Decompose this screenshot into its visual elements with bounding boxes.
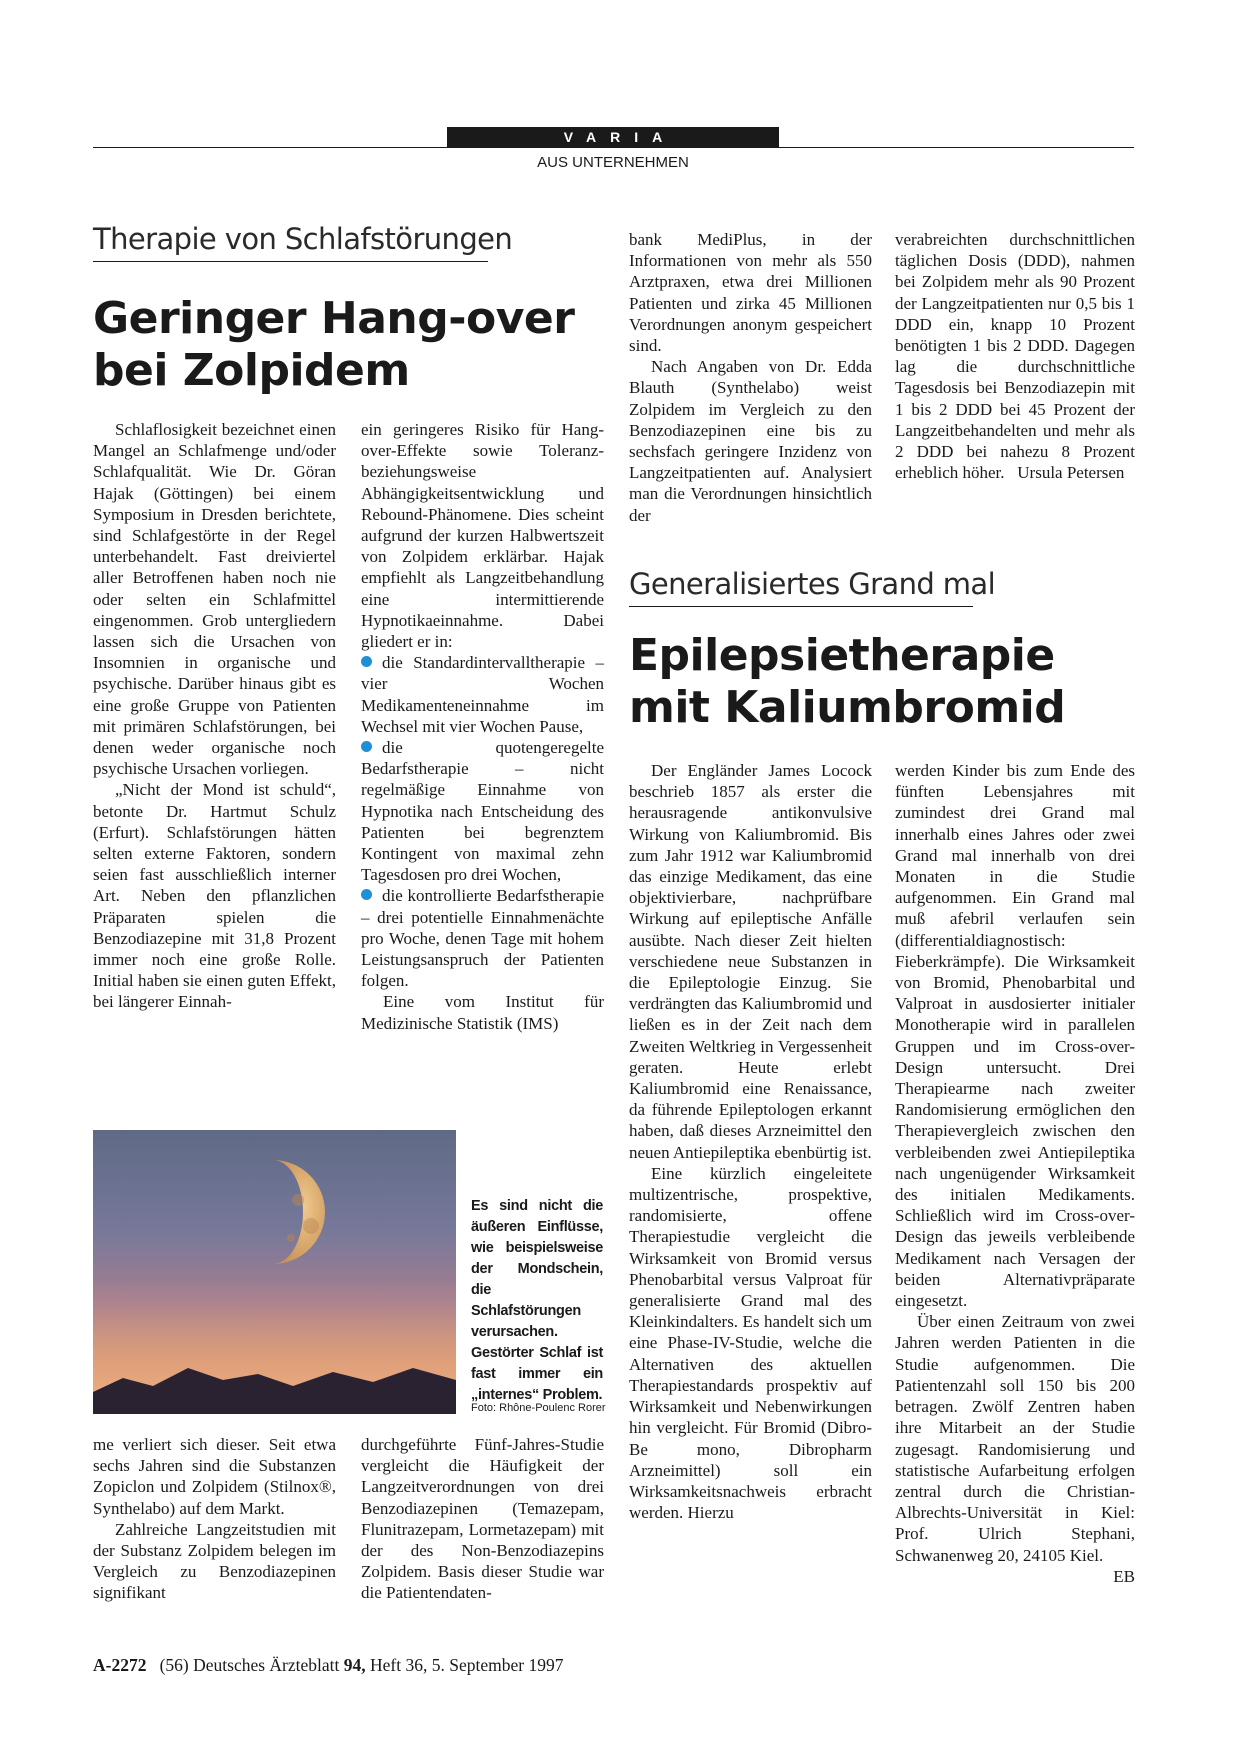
paragraph: ein geringeres Risiko für Hang-over-Effekte sowie Toleranz- beziehungsweise Abhängigkeitsentwicklung und Rebound-Phänomene. Dies scheint aufgrund der kurzen Halbwertszeit von Zolpidem erklärbar. Hajak empfiehlt als Langzeitbehandlung eine intermittierende Hypnotikaeinnahme. Dabei gliedert er in:: [361, 420, 604, 652]
journal-volume: 94,: [343, 1655, 366, 1675]
article1-col1: [93, 419, 336, 1013]
paragraph: Eine vom Institut für Medizinische Statistik (IMS): [361, 992, 604, 1033]
article2-kicker-wrap: [629, 567, 996, 607]
article1-author: Ursula Petersen: [1017, 463, 1125, 483]
paragraph: Nach Angaben von Dr. Edda Blauth (Synthelabo) weist Zolpidem im Vergleich zu den Benzodiazepinen eine bis zu sechsfach geringere Inzidenz von Langzeitpatienten auf. Analysiert man die Verordnungen hinsichtlich der: [629, 357, 872, 525]
paragraph: me verliert sich dieser. Seit etwa sechs Jahren sind die Substanzen Zopiclon und Zolpidem (Stilnox®, Synthelabo) auf dem Markt.: [93, 1435, 336, 1518]
paragraph: Über einen Zeitraum von zwei Jahren werden Patienten in die Studie aufgenommen. Die Patientenzahl soll 150 bis 200 betragen. Zwölf Zentren haben ihre Mitarbeit an der Studie zugesagt. Randomisierung und statistische Aufarbeitung erfolgen zentral durch die Christian-Albrechts-Universität in Kiel: Prof. Ulrich Stephani, Schwanenweg 20, 24105 Kiel. EB: [895, 1312, 1135, 1586]
page-code: A-2272: [93, 1655, 147, 1675]
paragraph: durchgeführte Fünf-Jahres-Studie vergleicht die Häufigkeit der Langzeitverordnungen von drei Benzodiazepinen (Temazepam, Flunitrazepam, Lormetazepam) mit der des Non-Benzodiazepins Zolpidem. Basis dieser Studie war die Patientendaten-: [361, 1435, 604, 1603]
article2-col4: [895, 760, 1135, 1587]
journal-name: Deutsches Ärzteblatt: [193, 1655, 340, 1675]
article2-col3: [629, 760, 872, 1523]
photo-credit: Foto: Rhône-Poulenc Rorer: [471, 1402, 606, 1414]
moon-icon: [93, 1130, 456, 1414]
paragraph: Der Engländer James Locock beschrieb 1857 als erster die herausragende antikonvulsive Wirkung von Kaliumbromid. Bis zum Jahr 1912 war Kaliumbromid das einzige Medikament, das eine objektivierbare, nachprüfbare Wirkung auf epileptische Anfälle ausübte. Nach dieser Zeit hielten verschiedene neue Substanzen in die Epileptologie Einzug. Sie verdrängten das Kaliumbromid und ließen es in der Zeit nach dem Zweiten Weltkrieg in Vergessenheit geraten. Heute erlebt Kaliumbromid eine Renaissance, da führende Epileptologen erkannt haben, daß dieses Arzneimittel den neuen Antiepileptika ebenbürtig ist.: [629, 761, 872, 1162]
journal-issue: Heft 36, 5. September 1997: [370, 1655, 564, 1675]
bullet-item: die quotengeregelte Bedarfstherapie – nicht regelmäßige Einnahme von Hypnotika nach Entscheidung des Patienten bei begrenztem Kontingent von maximal zehn Tagesdosen pro drei Wochen,: [361, 738, 604, 885]
section-label: VARIA: [447, 127, 779, 147]
article1-col2-bottom: [361, 1434, 604, 1604]
article1-col4: [895, 229, 1135, 483]
article1-col2: [361, 419, 604, 1034]
bullet-icon: [361, 741, 372, 752]
page-number: (56): [159, 1655, 189, 1675]
article2-author: EB: [1113, 1566, 1135, 1586]
paragraph: Eine kürzlich eingeleitete multizentrische, prospektive, randomisierte, offene Therapiestudie vergleicht die Wirksamkeit von Bromid versus Phenobarbital versus Valproat für generalisierte Grand mal des Kleinkindalters. Es handelt sich um eine Phase-IV-Studie, welche die Alternativen des aktuellen Therapiestandards prospektiv auf Wirksamkeit und Nebenwirkungen hin vergleicht. Für Bromid (Dibro-Be mono, Dibropharm Arzneimittel) soll ein Wirksamkeitsnachweis erbracht werden. Hierzu: [629, 1163, 872, 1523]
paragraph: „Nicht der Mond ist schuld“, betonte Dr. Hartmut Schulz (Erfurt). Schlafstörungen hätten selten externe Faktoren, sondern seien fast ausschließlich interner Art. Neben den pflanzlichen Präparaten spielen die Benzodiazepine mit 31,8 Prozent immer noch eine große Rolle. Initial haben sie einen guten Effekt, bei längerer Einnah-: [93, 780, 336, 1012]
article2-kicker: Generalisiertes Grand mal: [629, 567, 973, 607]
article1-kicker: Therapie von Schlafstörungen: [93, 222, 488, 262]
paragraph: Schlaflosigkeit bezeichnet einen Mangel an Schlafmenge und/oder Schlafqualität. Wie Dr. Göran Hajak (Göttingen) bei einem Symposium in Dresden berichtete, sind Schlafgestörte in der Regel unterbehandelt. Fast dreiviertel aller Betroffenen haben noch nie oder selten ein Schlafmittel eingenommen. Grob untergliedern lassen sich die Ursachen von Insomnien in organische und psychische. Darüber hinaus gibt es eine große Gruppe von Patienten mit primären Schlafstörungen, bei denen weder organische noch psychische Ursachen vorliegen.: [93, 420, 336, 779]
bullet-item: die kontrollierte Bedarfstherapie – drei potentielle Einnahmenächte pro Woche, denen Tage mit hohem Leistungsanspruch der Patienten folgen.: [361, 886, 604, 991]
page-footer: [93, 1655, 563, 1676]
photo-caption: Es sind nicht die äußeren Einflüsse, wie beispielsweise der Mondschein, die Schlafstörungen verursachen. Gestörter Schlaf ist fast immer ein „internes“ Problem.: [471, 1198, 603, 1403]
paragraph: bank MediPlus, in der Informationen von mehr als 550 Arztpraxen, etwa drei Millionen Patienten und zirka 45 Millionen Verordnungen anonym gespeichert sind.: [629, 230, 872, 356]
article1-kicker-wrap: [93, 222, 513, 262]
bullet-item: die Standardintervalltherapie – vier Wochen Medikamenteneinnahme im Wechsel mit vier Wochen Pause,: [361, 653, 604, 736]
article2-title: Epilepsietherapie mit Kaliumbromid: [629, 630, 1066, 733]
paragraph: verabreichten durchschnittlichen täglichen Dosis (DDD), nahmen bei Zolpidem mehr als 90 Prozent der Langzeitpatienten nur 0,5 bis 1 DDD ein, knapp 10 Prozent benötigten 1 bis 2 DDD. Dagegen lag die durchschnittliche Tagesdosis bei Benzodiazepin mit 1 bis 2 DDD bei 45 Prozent der Langzeitbehandelten und mehr als 2 DDD bei nahezu 8 Prozent erheblich höher. Ursula Petersen: [895, 230, 1135, 483]
article1-title: Geringer Hang-over bei Zolpidem: [93, 293, 575, 396]
article1-col3: [629, 229, 872, 526]
bullet-icon: [361, 889, 372, 900]
article1-col1-bottom: [93, 1434, 336, 1604]
paragraph: werden Kinder bis zum Ende des fünften Lebensjahres mit zumindest drei Grand mal innerhalb eines Jahres oder zwei Grand mal innerhalb von drei Monaten in die Studie aufgenommen. Ein Grand mal muß afebril verlaufen sein (differentialdiagnostisch: Fieberkrämpfe). Die Wirksamkeit von Bromid, Phenobarbital und Valproat in ausdosierter initialer Monotherapie wird in parallelen Gruppen und im Cross-over-Design untersucht. Drei Therapiearme nach zweiter Randomisierung ermöglichen den Therapievergleich zwischen den verbleibenden zwei Antiepileptika nach ungenügender Wirksamkeit des initialen Medikaments. Schließlich wird im Cross-over-Design das jeweils verbleibende Medikament nach Versagen der beiden Alternativpräparate eingesetzt.: [895, 761, 1135, 1311]
subsection-label: AUS UNTERNEHMEN: [537, 154, 689, 171]
header-rule: [93, 147, 1134, 148]
paragraph: Zahlreiche Langzeitstudien mit der Substanz Zolpidem belegen im Vergleich zu Benzodiazepinen signifikant: [93, 1519, 336, 1603]
bullet-icon: [361, 656, 372, 667]
moon-photo: [93, 1130, 456, 1414]
